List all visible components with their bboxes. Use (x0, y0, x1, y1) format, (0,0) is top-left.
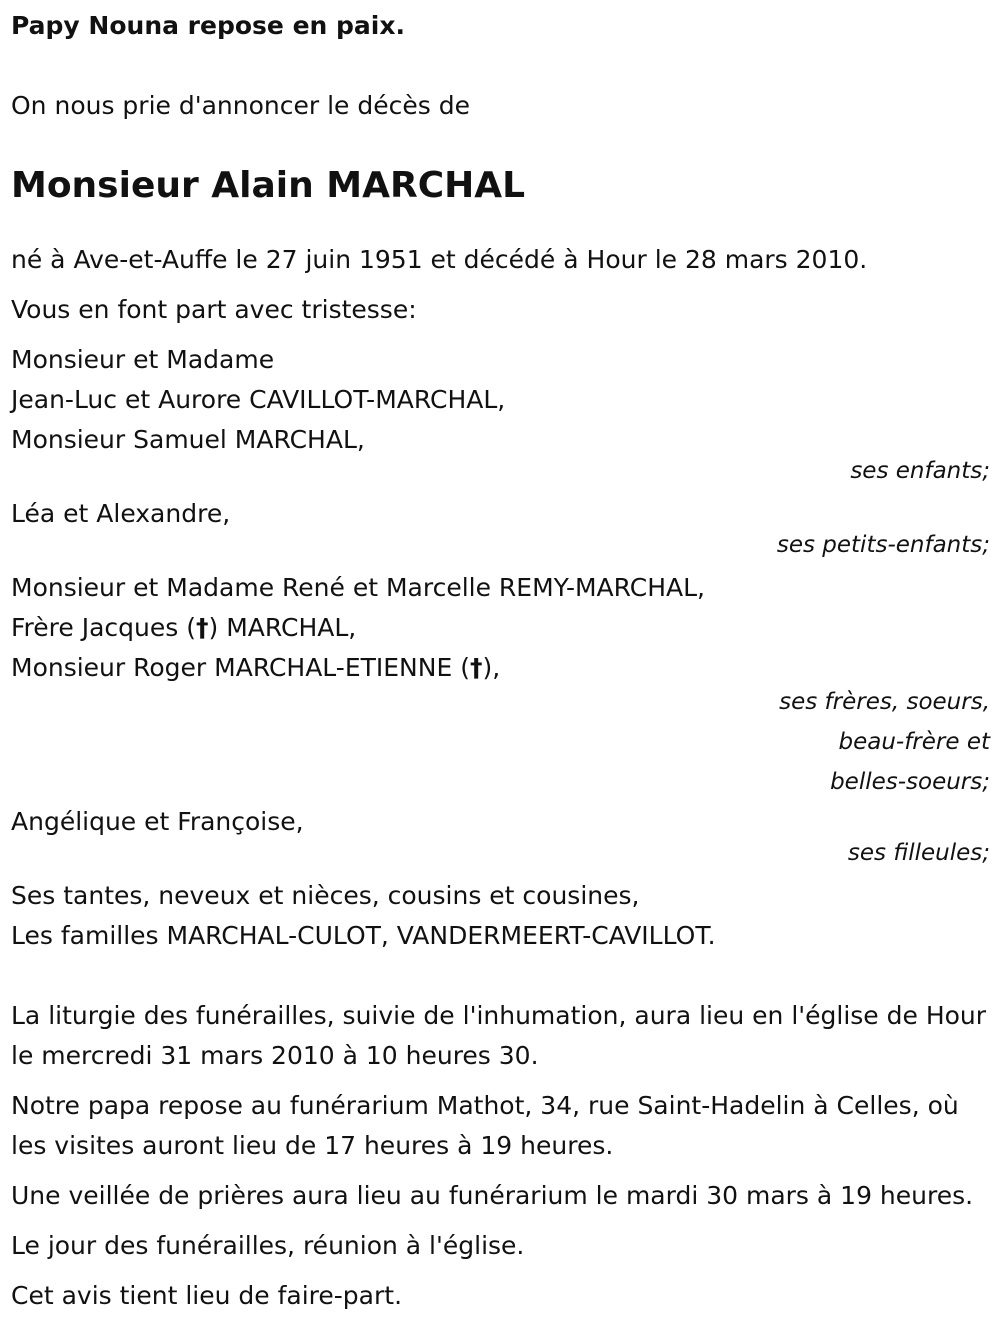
siblings-line: Monsieur et Madame René et Marcelle REMY-MARCHAL, (11, 573, 706, 602)
grandchildren-line: Léa et Alexandre, (11, 499, 231, 528)
children-role: ses enfants; (850, 458, 990, 484)
goddaughters-line: Angélique et Françoise, (11, 807, 304, 836)
cross-icon: † (469, 653, 483, 682)
siblings-role: beau-frère et (838, 729, 990, 755)
children-block (11, 340, 990, 482)
meeting-paragraph: Le jour des funérailles, réunion à l'église. (11, 1231, 525, 1260)
others-line: Les familles MARCHAL-CULOT, VANDERMEERT-CAVILLOT. (11, 921, 716, 950)
header-title: Papy Nouna repose en paix. (11, 11, 405, 40)
cross-icon: † (196, 613, 209, 642)
grandchildren-block (11, 494, 990, 556)
others-line: Ses tantes, neveux et nièces, cousins et cousines, (11, 881, 640, 910)
deceased-name: Monsieur Alain MARCHAL (11, 165, 526, 206)
siblings-text: Monsieur Roger MARCHAL-ETIENNE ( (11, 653, 470, 682)
funeral-home-paragraph: Notre papa repose au funérarium Mathot, 34, rue Saint-Hadelin à Celles, où les visites auront lieu de 17 heures à 19 heures. (11, 1091, 959, 1160)
liturgy-paragraph: La liturgie des funérailles, suivie de l'inhumation, aura lieu en l'église de Hour le mercredi 31 mars 2010 à 10 heures 30. (11, 1001, 987, 1070)
goddaughters-block (11, 802, 990, 864)
siblings-text: Frère Jacques ( (11, 613, 196, 642)
announcement-intro: On nous prie d'annoncer le décès de (11, 91, 470, 120)
others-block (11, 876, 990, 956)
siblings-block (11, 568, 990, 802)
siblings-line (11, 608, 990, 648)
siblings-text: ) MARCHAL, (208, 613, 357, 642)
siblings-role: ses frères, soeurs, (779, 689, 990, 715)
children-line: Jean-Luc et Aurore CAVILLOT-MARCHAL, (11, 385, 506, 414)
children-line: Monsieur Samuel MARCHAL, (11, 425, 365, 454)
children-line: Monsieur et Madame (11, 345, 275, 374)
share-line: Vous en font part avec tristesse: (11, 295, 417, 324)
grandchildren-role: ses petits-enfants; (776, 532, 990, 558)
siblings-role: belles-soeurs; (830, 769, 990, 795)
vigil-paragraph: Une veillée de prières aura lieu au funérarium le mardi 30 mars à 19 heures. (11, 1181, 974, 1210)
birth-death-line: né à Ave-et-Auffe le 27 juin 1951 et décédé à Hour le 28 mars 2010. (11, 245, 868, 274)
notice-paragraph: Cet avis tient lieu de faire-part. (11, 1281, 403, 1310)
goddaughters-role: ses filleules; (847, 840, 990, 866)
siblings-text: ), (482, 653, 501, 682)
